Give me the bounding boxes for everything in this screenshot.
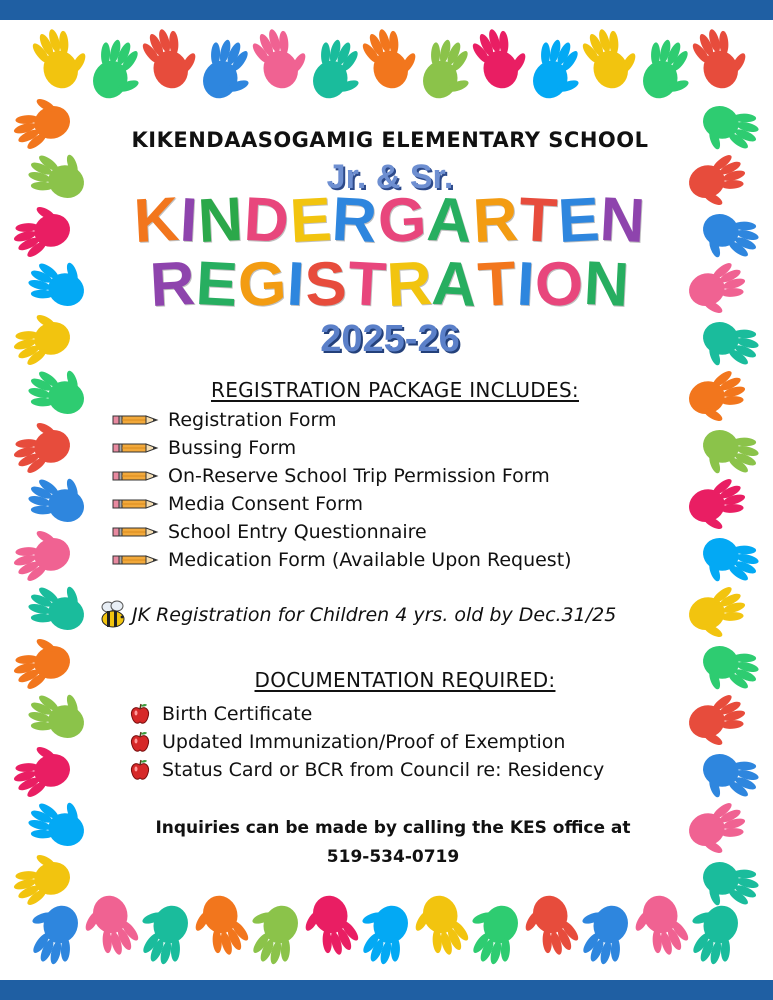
handprint-icon bbox=[634, 34, 703, 108]
handprint-icon bbox=[75, 889, 144, 963]
title-letter: E bbox=[193, 248, 240, 321]
handprint-icon bbox=[414, 34, 483, 108]
handprint-icon bbox=[467, 20, 536, 94]
list-item bbox=[112, 406, 572, 434]
title-letter: R bbox=[471, 184, 521, 257]
handprint-icon bbox=[5, 521, 75, 586]
title-letter: S bbox=[303, 248, 350, 321]
title-letter: T bbox=[476, 249, 519, 320]
school-year: 2025-26 bbox=[320, 318, 460, 360]
handprint-icon bbox=[5, 413, 75, 478]
list-item bbox=[112, 462, 572, 490]
jk-note bbox=[98, 600, 658, 630]
title-letter: E bbox=[555, 184, 602, 257]
handprint-icon bbox=[22, 573, 92, 638]
handprint-icon bbox=[18, 896, 87, 970]
handprint-icon bbox=[625, 889, 694, 963]
handprint-icon bbox=[683, 689, 753, 754]
handprint-icon bbox=[683, 149, 753, 214]
handprint-icon bbox=[238, 896, 307, 970]
title-letter: N bbox=[598, 184, 648, 257]
handprint-icon bbox=[568, 896, 637, 970]
handprint-icon bbox=[515, 889, 584, 963]
title-letter: R bbox=[330, 184, 380, 257]
title-letter: N bbox=[582, 248, 633, 321]
title-letter: I bbox=[178, 185, 201, 256]
handprint-icon bbox=[137, 20, 206, 94]
handprint-icon bbox=[678, 896, 747, 970]
handprint-icon bbox=[5, 197, 75, 262]
handprint-icon bbox=[694, 637, 764, 702]
pencil-icon bbox=[112, 441, 160, 455]
title-letter: A bbox=[430, 248, 480, 321]
list-item bbox=[130, 700, 604, 728]
school-name: KIKENDAASOGAMIG ELEMENTARY SCHOOL bbox=[131, 128, 649, 152]
handprint-icon bbox=[683, 365, 753, 430]
subtitle-jr-sr: Jr. & Sr. bbox=[326, 158, 454, 196]
top-blue-bar bbox=[0, 0, 773, 20]
title-registration bbox=[110, 248, 670, 321]
phone-number: 519-534-0719 bbox=[326, 847, 460, 867]
inquiries-text: Inquiries can be made by calling the KES office at bbox=[155, 818, 631, 838]
list-item-text: School Entry Questionnaire bbox=[168, 521, 427, 543]
title-letter: R bbox=[384, 248, 435, 321]
list-item-text: On-Reserve School Trip Permission Form bbox=[168, 465, 550, 487]
handprint-icon bbox=[295, 889, 364, 963]
title-letter: D bbox=[242, 184, 292, 257]
handprint-icon bbox=[694, 205, 764, 270]
handprint-icon bbox=[687, 20, 756, 94]
package-heading: REGISTRATION PACKAGE INCLUDES: bbox=[211, 378, 579, 402]
handprint-icon bbox=[22, 249, 92, 314]
handprint-icon bbox=[27, 20, 96, 94]
handprint-icon bbox=[5, 629, 75, 694]
handprint-icon bbox=[128, 896, 197, 970]
handprint-icon bbox=[185, 889, 254, 963]
handprint-icon bbox=[304, 34, 373, 108]
handprint-icon bbox=[22, 789, 92, 854]
handprint-icon bbox=[194, 34, 263, 108]
handprint-icon bbox=[348, 896, 417, 970]
handprint-icon bbox=[5, 845, 75, 910]
handprint-icon bbox=[247, 20, 316, 94]
list-item bbox=[112, 546, 572, 574]
list-item-text: Medication Form (Available Upon Request) bbox=[168, 549, 572, 571]
handprint-icon bbox=[694, 97, 764, 162]
list-item bbox=[112, 518, 572, 546]
title-letter: K bbox=[132, 184, 182, 257]
inquiries bbox=[110, 814, 676, 872]
list-item-text: Registration Form bbox=[168, 409, 337, 431]
handprint-icon bbox=[22, 465, 92, 530]
apple-icon bbox=[130, 759, 150, 781]
documentation-heading: DOCUMENTATION REQUIRED: bbox=[254, 668, 556, 692]
handprint-icon bbox=[22, 357, 92, 422]
handprint-icon bbox=[694, 529, 764, 594]
handprint-icon bbox=[694, 745, 764, 810]
list-item-text: Bussing Form bbox=[168, 437, 297, 459]
title-letter: A bbox=[425, 184, 475, 257]
pencil-icon bbox=[112, 497, 160, 511]
apple-icon bbox=[130, 731, 150, 753]
title-letter: T bbox=[345, 249, 389, 320]
handprint-icon bbox=[5, 89, 75, 154]
handprint-icon bbox=[683, 797, 753, 862]
bottom-blue-bar bbox=[0, 980, 773, 1000]
bee-icon bbox=[98, 600, 128, 630]
list-item-text: Media Consent Form bbox=[168, 493, 364, 515]
list-item-text: Updated Immunization/Proof of Exemption bbox=[162, 731, 566, 753]
handprint-icon bbox=[577, 20, 646, 94]
handprint-icon bbox=[458, 896, 527, 970]
title-letter: E bbox=[288, 184, 334, 257]
title-letter: T bbox=[516, 185, 560, 256]
handprint-icon bbox=[22, 681, 92, 746]
list-item bbox=[130, 728, 604, 756]
handprint-icon bbox=[524, 34, 593, 108]
handprint-icon bbox=[5, 305, 75, 370]
handprint-icon bbox=[84, 34, 153, 108]
jk-note-text: JK Registration for Children 4 yrs. old by Dec.31/25 bbox=[132, 604, 617, 626]
handprint-icon bbox=[357, 20, 426, 94]
title-letter: I bbox=[515, 249, 538, 320]
apple-icon bbox=[130, 703, 150, 725]
handprint-icon bbox=[694, 421, 764, 486]
documentation-list bbox=[130, 700, 604, 784]
title-letter: R bbox=[147, 248, 198, 321]
list-item bbox=[112, 490, 572, 518]
package-list bbox=[112, 406, 572, 574]
pencil-icon bbox=[112, 525, 160, 539]
title-letter: G bbox=[376, 184, 429, 257]
title-letter: O bbox=[533, 248, 587, 321]
handprint-icon bbox=[683, 473, 753, 538]
title-letter: G bbox=[236, 248, 289, 321]
handprint-icon bbox=[694, 313, 764, 378]
title-letter: I bbox=[285, 249, 308, 320]
title-letter: N bbox=[196, 184, 246, 257]
handprint-icon bbox=[22, 141, 92, 206]
handprint-icon bbox=[683, 581, 753, 646]
pencil-icon bbox=[112, 553, 160, 567]
pencil-icon bbox=[112, 413, 160, 427]
list-item-text: Status Card or BCR from Council re: Residency bbox=[162, 759, 605, 781]
title-kindergarten bbox=[110, 184, 670, 257]
handprint-icon bbox=[405, 889, 474, 963]
list-item bbox=[112, 434, 572, 462]
handprint-icon bbox=[5, 737, 75, 802]
list-item bbox=[130, 756, 604, 784]
list-item-text: Birth Certificate bbox=[162, 703, 313, 725]
handprint-icon bbox=[683, 257, 753, 322]
pencil-icon bbox=[112, 469, 160, 483]
